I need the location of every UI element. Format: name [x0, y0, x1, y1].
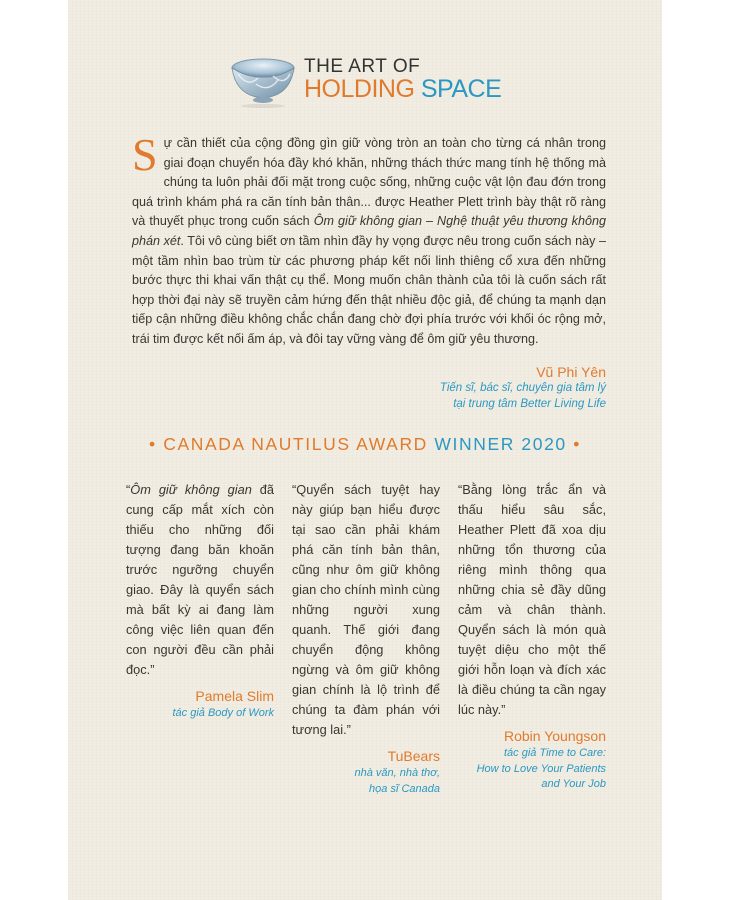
intro-endorsement	[132, 129, 606, 350]
testimonial-author-title: tác giả Time to Care:	[504, 747, 606, 759]
testimonial-1	[126, 480, 274, 722]
testimonial-2	[292, 480, 440, 797]
intro-signature	[440, 364, 606, 412]
testimonial-author-title: tác giả Body of Work	[172, 707, 274, 719]
award-name: CANADA NAUTILUS AWARD	[163, 434, 428, 454]
logo-title	[304, 75, 501, 104]
testimonial-author: Robin Youngson	[504, 728, 606, 744]
testimonial-author-title: nhà văn, nhà thơ,	[354, 767, 440, 779]
signature-title-1: Tiến sĩ, bác sĩ, chuyên gia tâm lý	[439, 382, 606, 394]
testimonial-author: TuBears	[387, 748, 440, 764]
drop-cap: S	[132, 129, 158, 180]
testimonial-quote: “Quyển sách tuyệt hay này giúp bạn hiểu được tại sao cần phải khám phá căn tính bản thân, cũng như ôm giữ không gian cho chính mình cùng những người xung quanh. Thế giới đang chuyển động không ngừng và ôm giữ không gian chính là lộ trình để chúng ta đàm phán với tương lai.”	[292, 482, 440, 737]
testimonial-quote	[126, 480, 274, 680]
logo-subtitle: THE ART OF	[304, 56, 421, 77]
testimonial-author-title: How to Love Your Patients	[476, 762, 606, 775]
award-bullet-left: •	[149, 434, 157, 454]
signature-title-prefix: tại trung tâm	[453, 398, 521, 410]
intro-text-1: ự cần thiết của cộng đồng gìn giữ vòng tròn an toàn cho từng cá nhân trong giai đoạn chuyển hóa đầy khó khăn, những thách thức mang tính hệ thống mà chúng ta luôn phải đối mặt trong cuộc sống, những cuộc vật lộn đau đớn trong quá trình khám phá ra căn tính bản thân... được Heather Plett trình bày thật rõ ràng và thuyết phục trong cuốn sách	[132, 136, 606, 229]
testimonial-author-title: and Your Job	[541, 778, 606, 790]
award-winner: WINNER 2020	[434, 434, 567, 454]
intro-book-title: Ôm giữ không gian – Nghệ thuật yêu thương không phán xét	[132, 214, 606, 248]
signature-org: Better Living Life	[520, 398, 606, 410]
quote-text: đã cung cấp mắt xích còn thiếu cho những đối tượng đang băn khoăn trước ngưỡng chuyển giao. Đây là quyển sách mà bất kỳ ai đang làm công việc liên quan đến con người đều cần phải đọc.”	[126, 482, 274, 677]
logo-holding-word: HOLDING	[304, 75, 415, 103]
testimonial-author: Pamela Slim	[195, 688, 274, 704]
testimonial-author-title: họa sĩ Canada	[369, 782, 440, 795]
book-logo	[228, 44, 528, 114]
testimonial-quote: “Bằng lòng trắc ẩn và thấu hiểu sâu sắc, Heather Plett đã xoa dịu những tổn thương của riêng mình thông qua những chia sẻ đầy dũng cảm và chân thành. Quyển sách là món quà tuyệt diệu cho một thế giới hỗn loạn và đích xác là điều chúng ta cần ngay lúc này.”	[458, 482, 606, 717]
signature-name: Vũ Phi Yên	[536, 364, 606, 380]
quote-book-title: Ôm giữ không gian	[130, 482, 252, 497]
signature-title-2	[440, 396, 606, 412]
quote-mark: “	[126, 482, 131, 497]
bowl-icon	[228, 48, 298, 108]
testimonial-3	[458, 480, 606, 793]
award-banner	[68, 434, 662, 455]
book-back-cover	[68, 0, 662, 900]
award-bullet-right: •	[573, 434, 581, 454]
logo-space-word: SPACE	[420, 75, 502, 103]
intro-text-2: . Tôi vô cùng biết ơn tầm nhìn đầy hy vọng được nêu trong cuốn sách này – một tầm nhìn bao trùm từ các phương pháp kết nối linh thiêng cổ xưa đến những bước thực thi khai vấn thật cụ thể. Mong muốn chân thành của tôi là cuốn sách rất hợp thời đại này sẽ truyền cảm hứng đến thật nhiều độc giả, để chúng ta mạnh dạn tiếp cận những điều không chắc chắn đang chờ đợi phía trước với khối óc rộng mở, trái tim được kết nối ấm áp, và đôi tay vững vàng để ôm giữ yêu thương.	[132, 233, 606, 346]
